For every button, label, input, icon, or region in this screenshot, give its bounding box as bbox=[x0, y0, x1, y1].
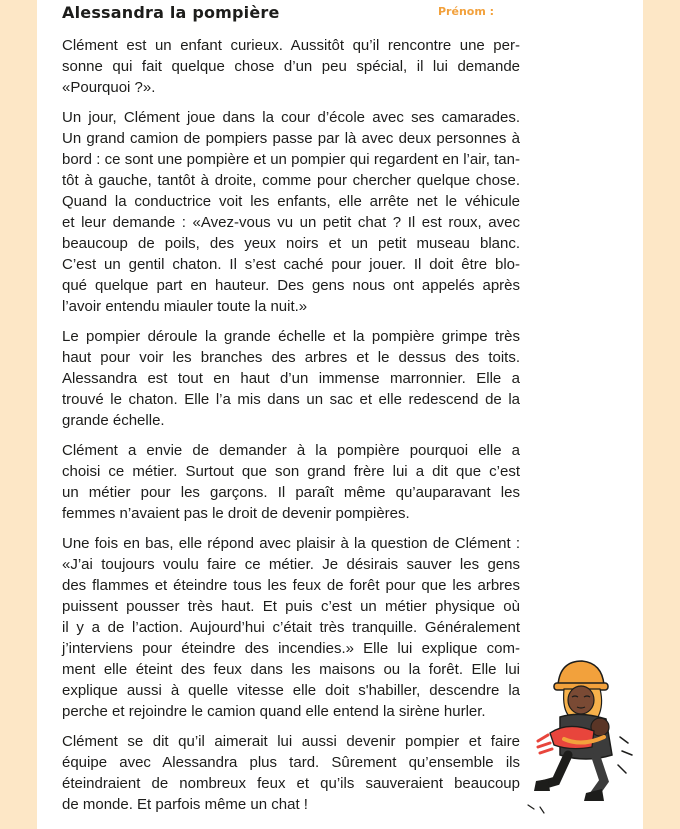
text-line: de monde. Et parfois même un chat ! bbox=[62, 796, 308, 813]
text-line: tôt à gauche, tantôt à droite, comme pour chercher quelque chose. bbox=[62, 172, 520, 189]
text-line: sonne qui fait quelque chose d’un peu spécial, il lui demande bbox=[62, 58, 520, 75]
text-line: Clément a envie de demander à la pompière pourquoi elle a bbox=[62, 442, 520, 459]
text-line: femmes n’avaient pas le droit de devenir pompières. bbox=[62, 505, 410, 522]
text-line: grande échelle. bbox=[62, 412, 165, 429]
text-line: C’est un gentil chaton. Il s’est caché pour jouer. Il doit être blo- bbox=[62, 256, 520, 273]
text-line: Clément est un enfant curieux. Aussitôt qu’il rencontre une per- bbox=[62, 37, 520, 54]
text-line: perche et rejoindre le camion quand elle entend la sirène hurler. bbox=[62, 703, 486, 720]
story-paragraph bbox=[62, 107, 520, 317]
text-line: Une fois en bas, elle répond avec plaisir à la question de Clément : bbox=[62, 535, 520, 552]
text-line: j’interviens pour éteindre des incendies.» Elle lui explique com- bbox=[62, 640, 520, 657]
story-paragraph bbox=[62, 326, 520, 431]
text-line: qué quelque part en hauteur. Des gens nous ont appelés après bbox=[62, 277, 520, 294]
text-line: Quand la conductrice voit les enfants, elle arrête net le véhicule bbox=[62, 193, 520, 210]
text-line: haut pour voir les branches des arbres et le dessus des toits. bbox=[62, 349, 520, 366]
text-line: et leur demande : «Avez-vous vu un petit chat ? Il est roux, avec bbox=[62, 214, 520, 231]
text-line: choisi ce métier. Surtout que son grand frère lui a dit que c’est bbox=[62, 463, 520, 480]
text-line: des flammes et éteindre tous les feux de forêt pour que les arbres bbox=[62, 577, 520, 594]
text-line: Un jour, Clément joue dans la cour d’école avec ses camarades. bbox=[62, 109, 520, 126]
text-line: éteindraient de nombreux feux et qu’ils sauveraient beaucoup bbox=[62, 775, 520, 792]
text-line: bord : ce sont une pompière et un pompier qui regardent en l’air, tan- bbox=[62, 151, 520, 168]
text-line: Alessandra est tout en haut d’un immense marronnier. Elle a bbox=[62, 370, 520, 387]
text-line: explique aussi à quelle vitesse elle doit s'habiller, descendre la bbox=[62, 682, 520, 699]
text-line: il y a de l’action. Aujourd’hui c’était très tranquille. Généralement bbox=[62, 619, 520, 636]
text-line: ment elle éteint des feux dans les maisons ou la forêt. Elle lui bbox=[62, 661, 520, 678]
text-line: Le pompier déroule la grande échelle et la pompière grimpe très bbox=[62, 328, 520, 345]
text-line: l’avoir entendu miauler toute la nuit.» bbox=[62, 298, 308, 315]
story-paragraph bbox=[62, 35, 520, 98]
story-paragraph bbox=[62, 533, 520, 722]
page-title: Alessandra la pompière bbox=[62, 3, 280, 22]
text-line: «Pourquoi ?». bbox=[62, 79, 156, 96]
story-paragraph bbox=[62, 731, 520, 815]
text-line: trouvé le chaton. Elle l’a mis dans un sac et elle redescend de la bbox=[62, 391, 520, 408]
story-paragraph bbox=[62, 440, 520, 524]
text-line: Un grand camion de pompiers passe par là avec deux personnes à bbox=[62, 130, 520, 147]
text-line: équipe avec Alessandra plus tard. Sûrement qu’ensemble ils bbox=[62, 754, 520, 771]
story-text bbox=[62, 35, 520, 824]
text-line: un métier pour les garçons. Il paraît même qu’auparavant les bbox=[62, 484, 520, 501]
first-name-label: Prénom : bbox=[438, 5, 495, 18]
firefighter-carrying-child-icon bbox=[520, 655, 638, 815]
text-line: Clément se dit qu’il aimerait lui aussi devenir pompier et faire bbox=[62, 733, 520, 750]
text-line: beaucoup de poils, des yeux noirs et un petit museau blanc. bbox=[62, 235, 520, 252]
text-line: puissent pousser très haut. Et puis c’est un métier physique où bbox=[62, 598, 520, 615]
text-line: «J’ai toujours voulu faire ce métier. Je désirais sauver les gens bbox=[62, 556, 520, 573]
